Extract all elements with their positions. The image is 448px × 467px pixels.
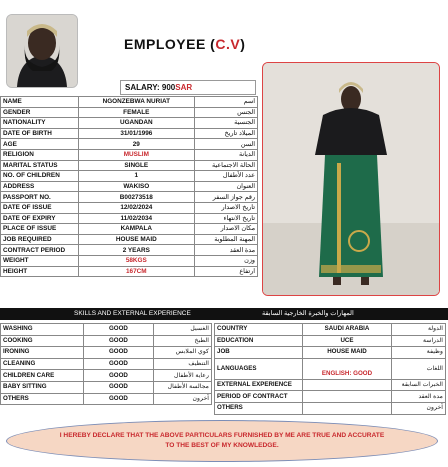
table-row: NATIONALITY UGANDAN الجنسية [1,118,258,129]
skills-table [0,323,212,405]
table-row: EXTERNAL EXPERIENCE الخبرات السابقة [215,379,446,391]
table-row: DATE OF EXPIRY 11/02/2034 تاريخ الانتهاء [1,213,258,224]
table-row: RELIGION MUSLIM الديانة [1,149,258,160]
page-title: EMPLOYEE (C.V) [124,36,246,52]
table-row: OTHERS GOOD آخرون [1,393,212,405]
table-row: WEIGHT 58KGS وزن [1,255,258,266]
table-row: CONTRACT PERIOD 2 YEARS مدة العقد [1,245,258,256]
table-row: NAME NGONZEBWA NURIAT اسم [1,97,258,108]
table-row: COUNTRY SAUDI ARABIA الدولة [215,324,446,336]
table-row: ADDRESS WAKISO العنوان [1,181,258,192]
personal-info-table [0,96,258,277]
salary-box: SALARY: 900SAR [120,80,256,95]
table-row: NO. OF CHILDREN 1 عدد الأطفال [1,171,258,182]
skills-header-english: SKILLS AND EXTERNAL EXPERIENCE [74,310,191,317]
table-row: CLEANING GOOD التنظيف [1,358,212,370]
person-portrait-icon [7,15,77,87]
full-body-photo [262,62,440,296]
table-row: HEIGHT 167CM ارتفاع [1,266,258,277]
table-row: PLACE OF ISSUE KAMPALA مكان الاصدار [1,224,258,235]
skills-header-bar [0,308,448,320]
passport-photo [6,14,78,88]
other-info-table [214,323,446,415]
table-row: PASSPORT NO. B00273518 رقم جواز السفر [1,192,258,203]
person-full-body-icon [263,63,439,295]
table-row: DATE OF ISSUE 12/02/2024 تاريخ الاصدار [1,202,258,213]
table-row: EDUCATION UCE الدراسة [215,335,446,347]
skills-header-arabic: المهارات والخبرة الخارجية السابقة [262,310,354,317]
table-row: AGE 29 السن [1,139,258,150]
declaration-text: I HEREBY DECLARE THAT THE ABOVE PARTICULARS FURNISHED BY ME ARE TRUE AND ACCURATE TO THE BEST OF MY KNOWLEDGE. [59,432,385,449]
table-row: JOB HOUSE MAID وظيفة [215,347,446,359]
table-row: IRONING GOOD كوي الملابس [1,347,212,359]
table-row: DATE OF BIRTH 31/01/1996 الميلاد تاريخ [1,128,258,139]
declaration-banner [6,420,438,462]
table-row: LANGUAGES ENGLISH: GOOD اللغات [215,358,446,379]
table-row: JOB REQUIRED HOUSE MAID المهنة المطلوبة [1,234,258,245]
table-row: BABY SITTING GOOD مجالسة الأطفال [1,381,212,393]
table-row: WASHING GOOD الغسيل [1,324,212,336]
table-row: PERIOD OF CONTRACT مدة العقد [215,391,446,403]
table-row: COOKING GOOD الطبخ [1,335,212,347]
table-row: MARITAL STATUS SINGLE الحالة الاجتماعية [1,160,258,171]
table-row: CHILDREN CARE GOOD رعاية الأطفال [1,370,212,382]
table-row: OTHERS آخرون [215,402,446,414]
table-row: GENDER FEMALE الجنس [1,107,258,118]
